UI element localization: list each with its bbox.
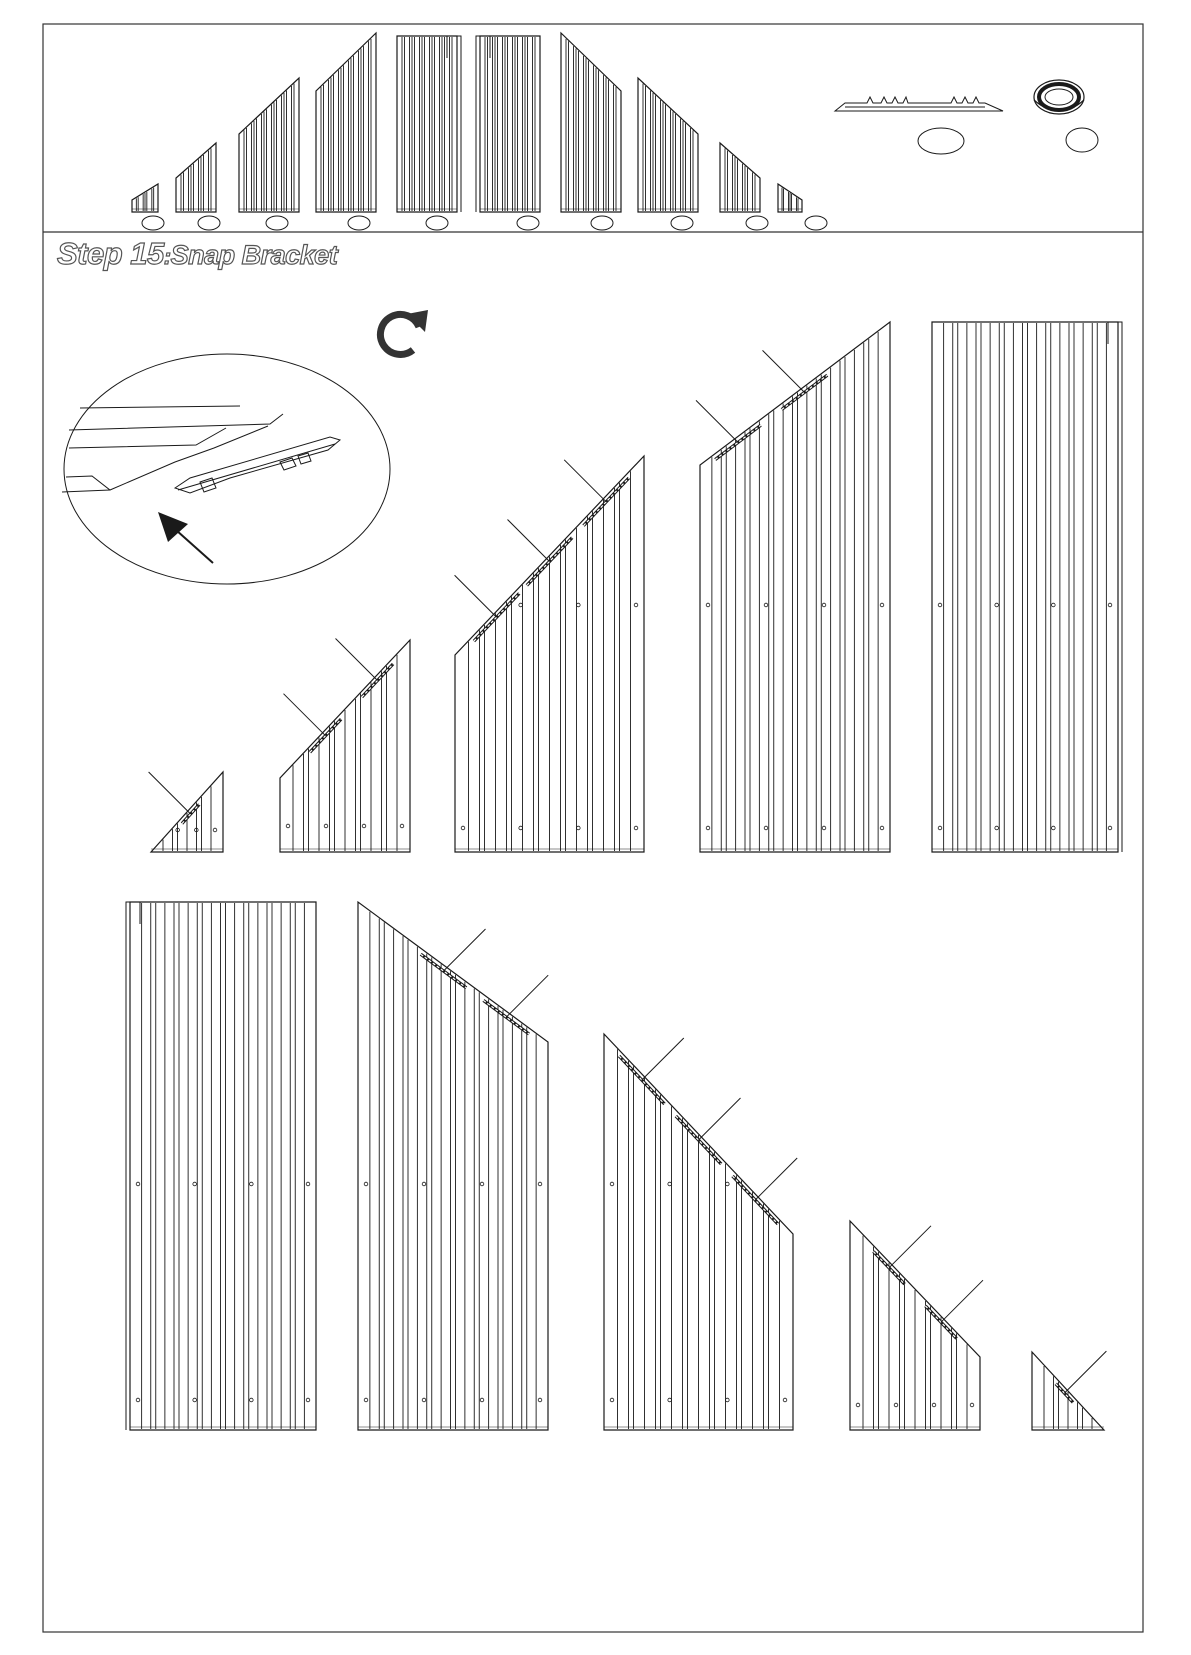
roof-panel-7 xyxy=(358,902,548,1430)
header-panel-label-8 xyxy=(671,216,693,230)
header-panel-label-10 xyxy=(805,216,827,230)
snap-bracket-label xyxy=(918,128,964,154)
header-panel-5 xyxy=(397,36,461,212)
step-separator: : xyxy=(163,244,171,269)
header-panel-label-7 xyxy=(591,216,613,230)
roof-panel-6 xyxy=(126,902,316,1430)
header-panel-3 xyxy=(239,78,299,212)
header-panel-label-3 xyxy=(266,216,288,230)
roof-panel-9 xyxy=(850,1221,983,1430)
header-panel-label-1 xyxy=(142,216,164,230)
header-panel-label-9 xyxy=(746,216,768,230)
header-panel-label-2 xyxy=(198,216,220,230)
page-border xyxy=(43,24,1143,1632)
header-panel-label-4 xyxy=(348,216,370,230)
header-panel-10 xyxy=(778,184,802,212)
roof-panel-1 xyxy=(149,772,223,852)
header-panel-label-5 xyxy=(426,216,448,230)
header-panel-9 xyxy=(720,143,760,212)
roof-panel-3 xyxy=(455,456,644,852)
header-panel-7 xyxy=(561,33,621,212)
parts-header-labels xyxy=(142,216,827,230)
roof-panel-5 xyxy=(932,322,1122,852)
snap-bracket-icon xyxy=(835,97,1003,111)
header-panel-2 xyxy=(176,143,216,212)
header-panel-4 xyxy=(316,33,376,212)
header-panel-8 xyxy=(638,78,698,212)
header-panel-6 xyxy=(476,36,540,212)
roof-panels xyxy=(126,322,1122,1430)
detail-callout xyxy=(62,354,390,584)
roof-panel-8 xyxy=(604,1034,797,1430)
step-title: Snap Bracket xyxy=(170,240,338,270)
rotate-clockwise-icon xyxy=(380,310,428,354)
roof-panel-10 xyxy=(1032,1351,1106,1430)
header-panel-1 xyxy=(132,184,158,212)
grommet-ring-icon xyxy=(1034,80,1084,114)
parts-header-panels xyxy=(132,33,802,212)
step-number: Step 15 xyxy=(57,236,164,271)
grommet-ring-label xyxy=(1066,128,1098,152)
header-panel-label-6 xyxy=(517,216,539,230)
roof-panel-2 xyxy=(280,639,410,853)
roof-panel-4 xyxy=(696,322,890,852)
